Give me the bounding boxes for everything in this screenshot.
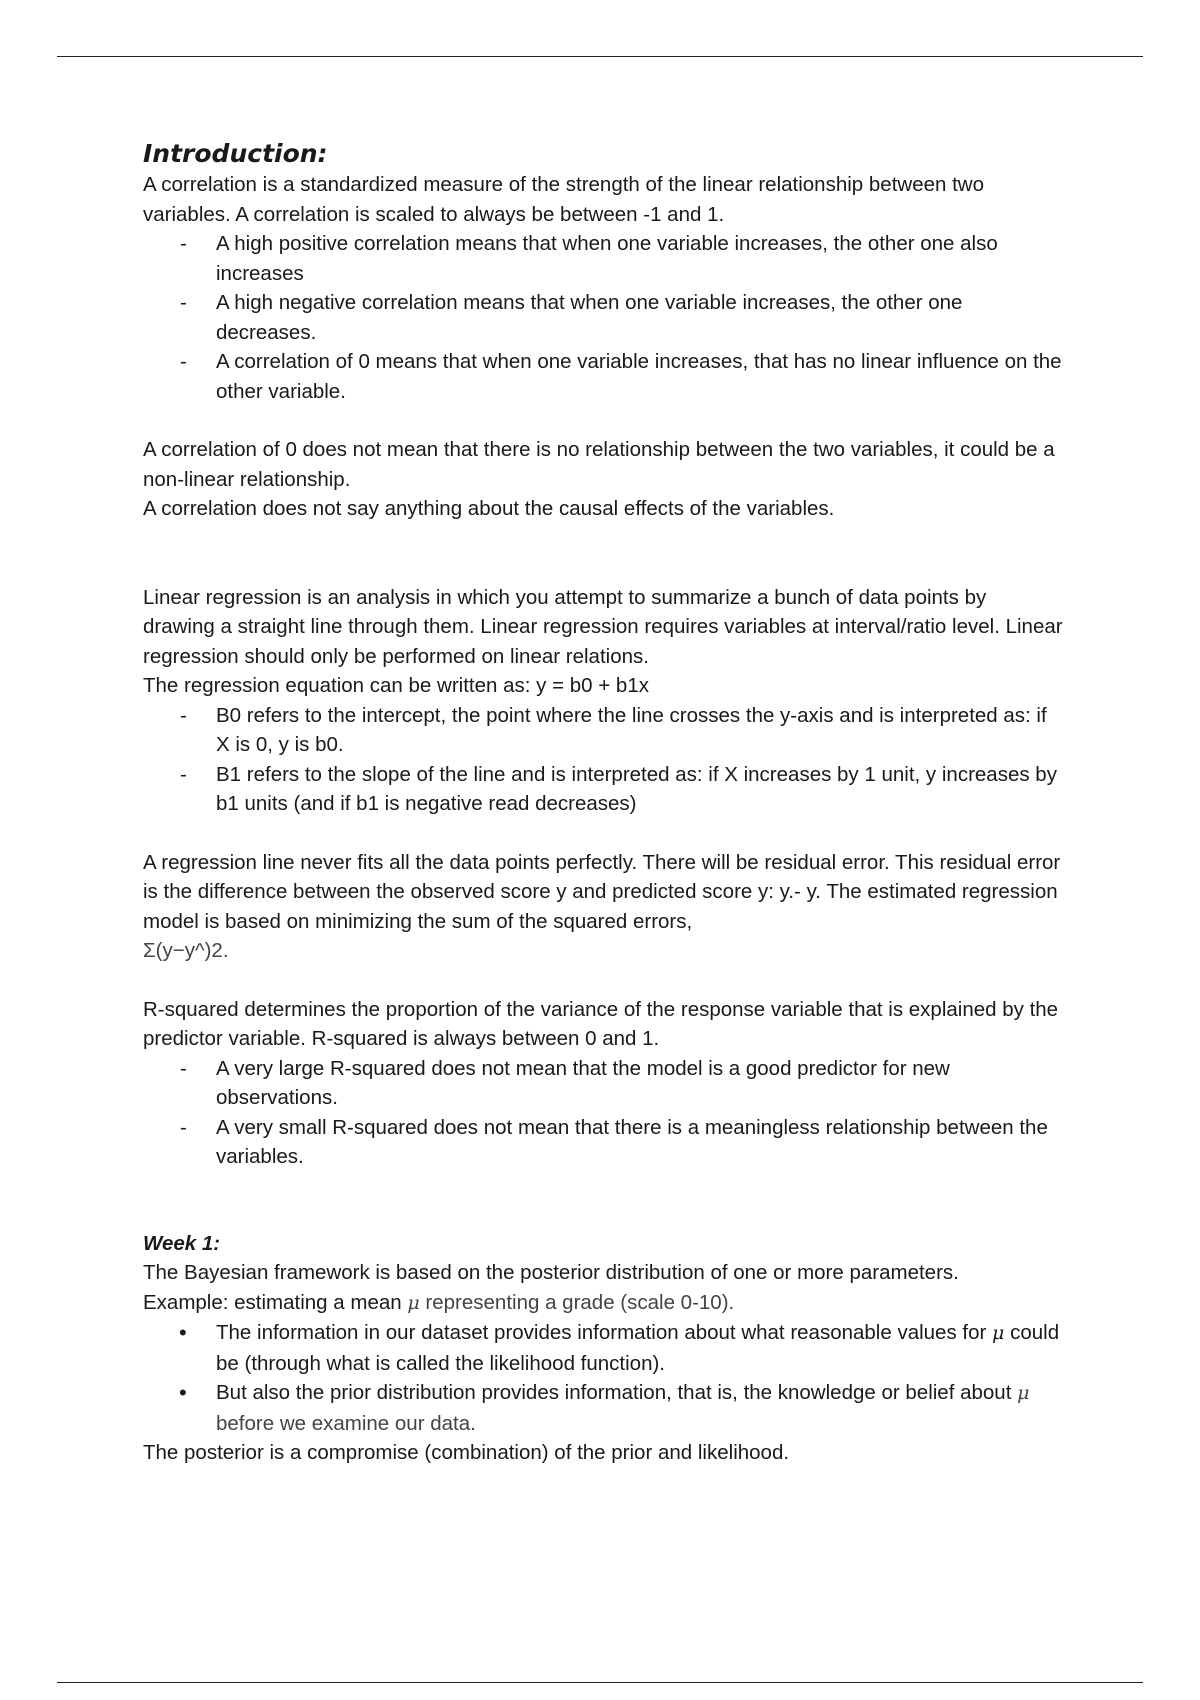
regression-equation: The regression equation can be written as: y = b0 + b1x — [143, 674, 649, 697]
list-item: - A high positive correlation means that when one variable increases, the other one also increases — [143, 229, 1063, 288]
bullet-text: could be (through what is called the likelihood function). — [216, 1321, 1060, 1375]
introduction-heading: Introduction: — [143, 139, 328, 168]
mu-symbol: μ — [407, 1291, 420, 1314]
footer-rule — [57, 1682, 1143, 1683]
header-rule — [57, 56, 1143, 57]
list-item: - A very large R-squared does not mean that the model is a good predictor for new observations. — [143, 1054, 1063, 1113]
list-item — [143, 1378, 1063, 1438]
mu-symbol: μ — [1017, 1382, 1030, 1404]
example-paragraph — [143, 1288, 1063, 1319]
correlation-list — [143, 229, 1063, 406]
r-squared-list — [143, 1054, 1063, 1172]
posterior-conclusion: The posterior is a compromise (combination) of the prior and likelihood. — [143, 1441, 790, 1464]
mu-symbol: μ — [992, 1322, 1005, 1344]
list-item: - B1 refers to the slope of the line and is interpreted as: if X increases by 1 unit, y increases by b1 units (and if b1 is negative read decreases) — [143, 760, 1063, 819]
bayesian-paragraph: The Bayesian framework is based on the posterior distribution of one or more parameters. — [143, 1261, 959, 1284]
regression-list — [143, 701, 1063, 819]
list-item: - A correlation of 0 means that when one variable increases, that has no linear influence on the other variable. — [143, 347, 1063, 406]
example-suffix: representing a grade (scale 0-10). — [419, 1290, 735, 1314]
list-item — [143, 1318, 1063, 1378]
r-squared-paragraph: R-squared determines the proportion of the variance of the response variable that is explained by the predictor variable. R-squared is always between 0 and 1. — [143, 997, 1059, 1050]
non-linear-paragraph: A correlation of 0 does not mean that there is no relationship between the two variables, it could be a non-linear relationship. — [143, 438, 1055, 491]
bayesian-list — [143, 1318, 1063, 1438]
bullet-text: But also the prior distribution provides information, that is, the knowledge or belief about — [216, 1381, 1018, 1404]
causal-paragraph: A correlation does not say anything about the causal effects of the variables. — [143, 497, 835, 520]
list-item: - A high negative correlation means that when one variable increases, the other one decreases. — [143, 288, 1063, 347]
bullet-text: The information in our dataset provides information about what reasonable values for — [216, 1321, 993, 1344]
correlation-paragraph: A correlation is a standardized measure of the strength of the linear relationship between two variables. A correlation is scaled to always be between -1 and 1. — [143, 173, 984, 226]
list-item: - A very small R-squared does not mean that there is a meaningless relationship between the variables. — [143, 1113, 1063, 1172]
list-item: - B0 refers to the intercept, the point where the line crosses the y-axis and is interpreted as: if X is 0, y is b0. — [143, 701, 1063, 760]
example-prefix: Example: estimating a mean — [143, 1290, 408, 1314]
linear-regression-paragraph: Linear regression is an analysis in which you attempt to summarize a bunch of data points by drawing a straight line through them. Linear regression requires variables at interval/ratio level. Linear regression should only be performed on linear relations. — [143, 585, 1063, 668]
document-body — [143, 138, 1063, 1468]
residual-paragraph: A regression line never fits all the data points perfectly. There will be residual error. This residual error is the difference between the observed score y and predicted score y: y.- y. The estimated regression model is based on minimizing the sum of the squared errors, — [143, 850, 1061, 933]
sum-of-squares-formula: Σ(y−y^)2. — [143, 939, 229, 962]
bullet-text: before we examine our data. — [216, 1411, 476, 1435]
week-1-heading: Week 1: — [143, 1231, 221, 1255]
